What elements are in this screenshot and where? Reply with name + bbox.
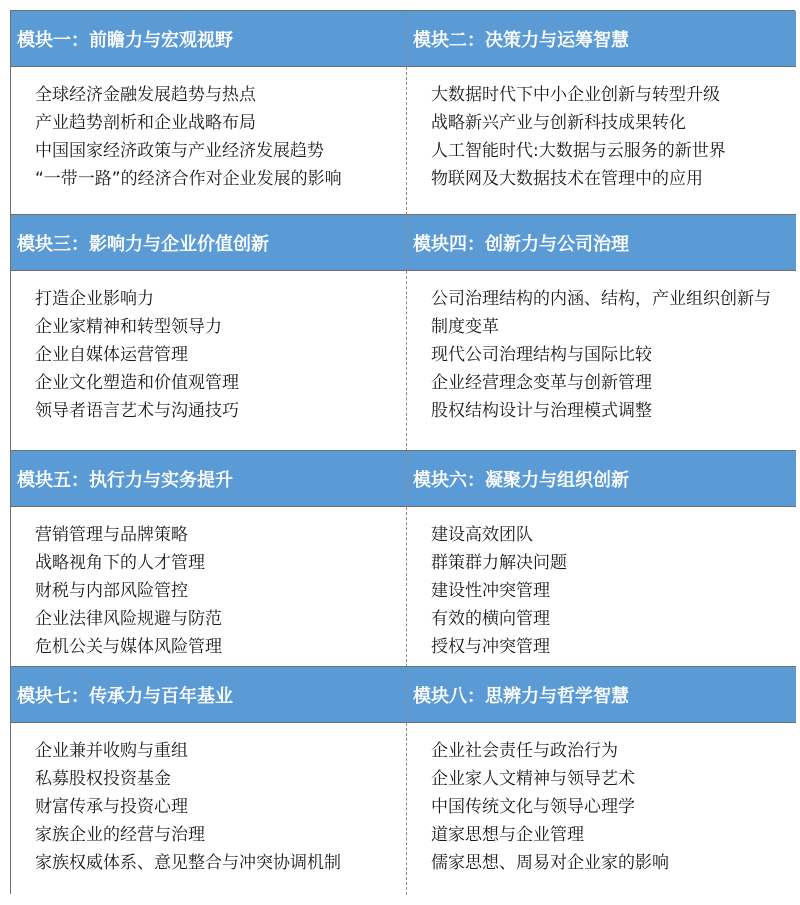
- modules-table: [10, 10, 795, 894]
- module-1-title: 模块一：前瞻力与宏观视野: [11, 11, 407, 67]
- list-item: 中国传统文化与领导心理学: [431, 797, 635, 817]
- list-item: 危机公关与媒体风险管理: [35, 637, 222, 657]
- module-7-items: [11, 723, 407, 895]
- list-item: 打造企业影响力: [35, 289, 154, 309]
- module-5-items: [11, 507, 407, 667]
- list-item: 企业家人文精神与领导艺术: [431, 769, 635, 789]
- list-item: 企业兼并收购与重组: [35, 741, 188, 761]
- list-item: 有效的横向管理: [431, 609, 550, 629]
- list-item: “一带一路”的经济合作对企业发展的影响: [35, 169, 342, 189]
- list-item: 家族权威体系、意见整合与冲突协调机制: [35, 853, 341, 873]
- list-item: 公司治理结构的内涵、结构，产业组织创新与制度变革: [431, 289, 771, 337]
- list-item: 企业家精神和转型领导力: [35, 317, 222, 337]
- list-item: 战略新兴产业与创新科技成果转化: [431, 113, 686, 133]
- module-1-items: [11, 67, 407, 215]
- module-6-items: [407, 507, 796, 667]
- module-4-items: [407, 271, 796, 451]
- list-item: 群策群力解决问题: [431, 553, 567, 573]
- list-item: 道家思想与企业管理: [431, 825, 584, 845]
- module-8-title: 模块八：思辨力与哲学智慧: [407, 667, 796, 723]
- list-item: 建设高效团队: [431, 525, 533, 545]
- list-item: 企业文化塑造和价值观管理: [35, 373, 239, 393]
- list-item: 家族企业的经营与治理: [35, 825, 205, 845]
- list-item: 企业法律风险规避与防范: [35, 609, 222, 629]
- list-item: 企业社会责任与政治行为: [431, 741, 618, 761]
- module-7-title: 模块七：传承力与百年基业: [11, 667, 407, 723]
- list-item: 授权与冲突管理: [431, 637, 550, 657]
- module-3-items: [11, 271, 407, 451]
- list-item: 股权结构设计与治理模式调整: [431, 401, 652, 421]
- list-item: 企业经营理念变革与创新管理: [431, 373, 652, 393]
- list-item: 儒家思想、周易对企业家的影响: [431, 853, 669, 873]
- list-item: 企业自媒体运营管理: [35, 345, 188, 365]
- list-item: 营销管理与品牌策略: [35, 525, 188, 545]
- list-item: 私募股权投资基金: [35, 769, 171, 789]
- module-8-items: [407, 723, 796, 895]
- list-item: 财税与内部风险管控: [35, 581, 188, 601]
- module-2-items: [407, 67, 796, 215]
- module-4-title: 模块四：创新力与公司治理: [407, 215, 796, 271]
- list-item: 领导者语言艺术与沟通技巧: [35, 401, 239, 421]
- module-6-title: 模块六：凝聚力与组织创新: [407, 451, 796, 507]
- module-2-title: 模块二：决策力与运筹智慧: [407, 11, 796, 67]
- list-item: 中国国家经济政策与产业经济发展趋势: [35, 141, 324, 161]
- list-item: 战略视角下的人才管理: [35, 553, 205, 573]
- module-3-title: 模块三：影响力与企业价值创新: [11, 215, 407, 271]
- list-item: 建设性冲突管理: [431, 581, 550, 601]
- list-item: 大数据时代下中小企业创新与转型升级: [431, 85, 720, 105]
- list-item: 产业趋势剖析和企业战略布局: [35, 113, 256, 133]
- list-item: 财富传承与投资心理: [35, 797, 188, 817]
- list-item: 现代公司治理结构与国际比较: [431, 345, 652, 365]
- list-item: 人工智能时代:大数据与云服务的新世界: [431, 141, 726, 161]
- list-item: 物联网及大数据技术在管理中的应用: [431, 169, 703, 189]
- module-5-title: 模块五：执行力与实务提升: [11, 451, 407, 507]
- list-item: 全球经济金融发展趋势与热点: [35, 85, 256, 105]
